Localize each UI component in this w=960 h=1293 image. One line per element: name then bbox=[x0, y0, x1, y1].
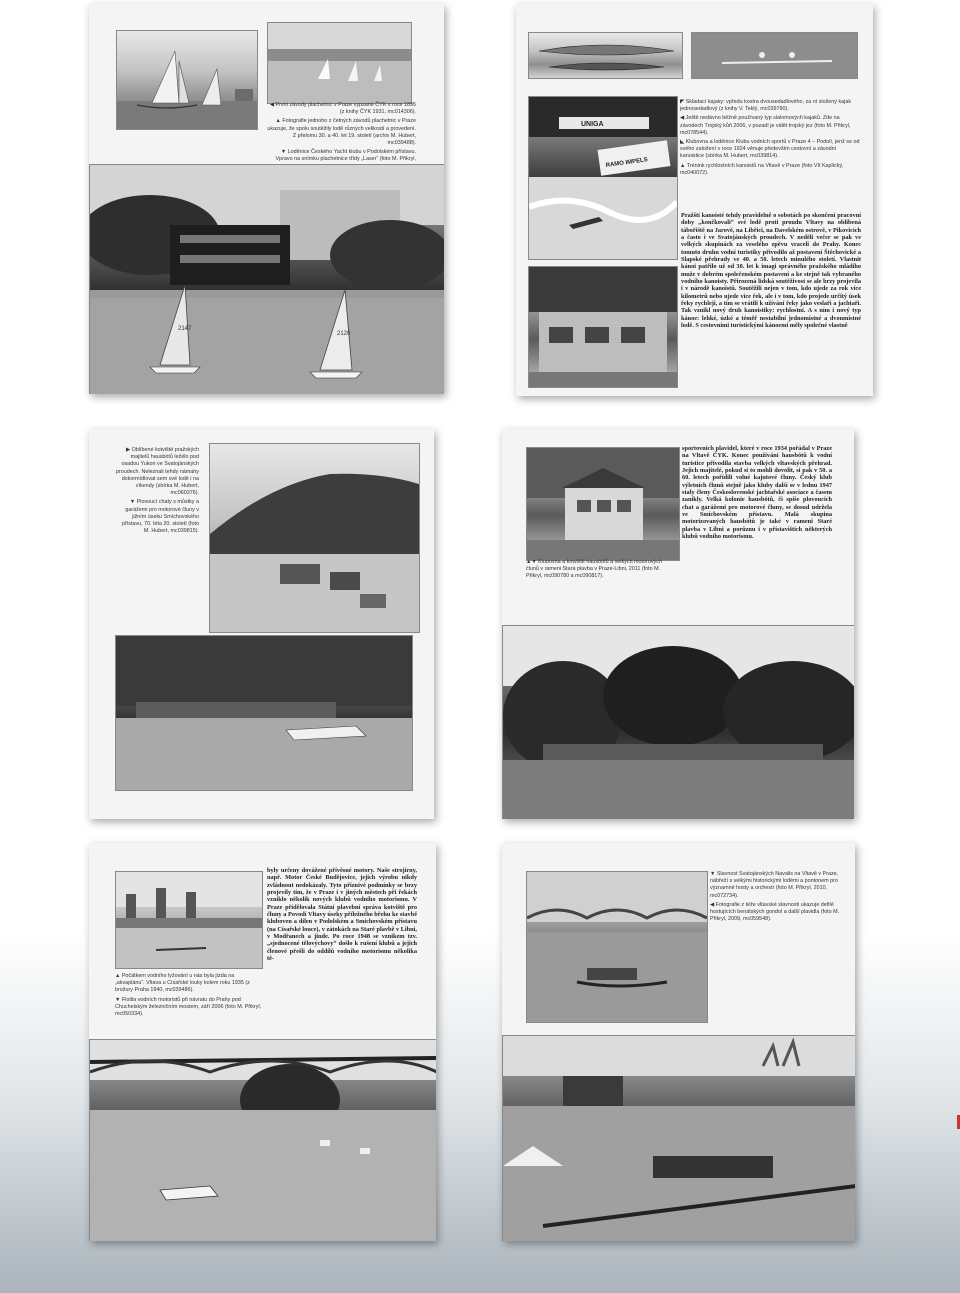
caption-aquaplane: ▲ Počátkem vodního lyžování u nás byla jízda na „akvaplánu“. Vltava u Císařské louky kolem roku 1935 (z brožury Praha 1940, mc039486). bbox=[115, 973, 250, 994]
photo-yukon-houseboats bbox=[209, 443, 420, 633]
photo-navalis-gondolas bbox=[526, 871, 708, 1023]
caption-navalis-waterfront: ▼ Slavnost Svatojánských Navalis na Vltavě v Praze, nábřeží s velkými historickými loděmi a pontonem pro významné hosty a orchestr (foto M. Přikryl, 2010, mc072734). bbox=[710, 871, 839, 899]
page-navalis bbox=[502, 843, 855, 1241]
photo-aquaplane bbox=[115, 871, 263, 969]
caption-navalis-gondolas: ◀ Fotografie z téže vltavské slavnosti ukazuje defilé hostujících benátských gondol a další plavidla (foto M. Přikryl, 2009, mc059548). bbox=[710, 901, 840, 923]
banner-ramo-impels: RAMO IMPELS bbox=[605, 157, 649, 169]
page-houseboats-historic bbox=[89, 429, 434, 819]
banner-uniga: UNIGA bbox=[581, 121, 604, 128]
photo-folding-kayaks bbox=[528, 32, 683, 79]
photo-smichov-floating-cottages bbox=[115, 635, 413, 791]
caption-yukon-mooring: ▶ Oblíbené kotviště pražských majitelů hausbótů ležélo pod osadou Yukon ve Svatojánských proudech. Neleznali tehdy námahy dokormídlovat sem své lodě i na víkendy (sbírka M. Hubert, mc060376). bbox=[115, 447, 199, 497]
caption-smichov-harbour: ▼ Plovoucí chaty s můstky a garážemi pro motorové čluny v jižním úseku Smíchovského přístavu, 70. léta 20. století (foto M. Hubert, mc039815). bbox=[121, 499, 199, 535]
caption-folding-kayaks: ◤ Skládací kajaky: vpředu kostra dvousedadlového, za ní složený kajak jednosedadlový (z knihy V. Teklý, mc039790). bbox=[680, 99, 852, 113]
caption-podoli-club: ◣ Klubovna a loděnice Klubu vodních sportů v Praze 4 – Podolí, jenž se od svého založení v roce 1924 věnuje především cestovní a závodní kanoistice (sbírka M. Hubert, mc039814). bbox=[680, 139, 860, 160]
body-text-canoeing: Pražští kanoisté tehdy pravidelně o sobotách po skončení pracovní doby „končkovali“ své lodě proti proudu Vltavy na oblíbená tábořiště na Jarově, na Libřici, na Davelském ostrově, v Pikovicích a často i ve Svatojánských proudech. V neděli večer se pak ve velkých skupinách za veselého zpěvu vraceli do Prahy. Konec tomuto druhu vodní turistiky přivodilo až postavení Štěchovické a Slapské přehrady ve 40. a 50. letech minulého století. Vlastnit kánoi patřilo už od 30. let k imagi správného pražského mládího muže v dobrém společenském postavení a ke stejně tak vybraného vodního kanoisty. Přirozená lidská soutěživost se ale brzy projevila i v národě kanoistů. Soutěžili nejen v tom, kdo ujede za rok více kilometrů nebo ujede více řek, ale i v tom, kdo projede určitý úsek řeky rychleji, a tím se vrátili k užívání řeky jako veslaři a jachtaři. Tak vznikl nový druh kanoistiky: rychlostní. A s ním i nový typ kánoe: lehké, úzké a téměř nestabilní jednomístné a dvoumístné lodě. S cestovními turistickými kánoemi měly společné vlastně bbox=[681, 212, 861, 330]
page-houseboats-libne bbox=[502, 429, 854, 819]
page-motor-boating bbox=[89, 843, 436, 1241]
caption-canoe-training: ▲ Trénink rychlostních kanoistů na Vltavě v Praze (foto Vít Kaplický, mc040072). bbox=[680, 162, 844, 176]
sail-number-2: 2120 bbox=[337, 331, 351, 337]
caption-regatta-photo: ▲ Fotografie jednoho z četných závodů plachetnic v Praze ukazuje, že spolu soutěžily lodě různých velikostí a provedení. Z přelomu 30. a 40. let 19. století (archiv M. Hubert, mc039488). bbox=[267, 118, 416, 147]
photo-yacht-club-boathouse bbox=[89, 164, 444, 394]
photo-speed-canoe-training bbox=[691, 32, 858, 79]
photo-libne-clubhouse bbox=[526, 447, 680, 561]
page-sailing bbox=[89, 4, 444, 394]
caption-block-houseboats bbox=[115, 447, 199, 537]
caption-block-canoeing bbox=[680, 99, 860, 179]
caption-yacht-club: ▼ Loděnice Českého Yacht klubu v Podolském přístavu. Vpravo na snímku plachetnice třídy „Laser“ (foto M. Přikryl, bbox=[275, 149, 416, 163]
caption-motor-flotilla: ▼ Flotila vodních motoristů při návratu do Prahy pod Chuchelským železničním mostem, září 2006 (foto M. Přikryl, mc050334). bbox=[115, 996, 262, 1018]
photo-historic-regatta bbox=[116, 30, 258, 130]
photo-slalom-race bbox=[528, 96, 678, 260]
photo-stara-plavba bbox=[502, 625, 854, 819]
photo-regatta-boats bbox=[267, 22, 412, 104]
caption-first-races: ◀ První závody plachetnic v Praze vypsané ČYK v roce 1895 (z knihy ČYK 1931, mc014306). bbox=[269, 102, 416, 116]
caption-block-motor bbox=[115, 973, 265, 1020]
caption-block-sailing bbox=[264, 102, 416, 173]
body-text-motor-boating: byly určeny dovážené přívěsné motory. Naše strojírny, např. Motor České Budějovice, jejich výrobu nikdy zvládnout nedokázaly. Tyto příznivé podmínky se brzy projevily tím, že v Praze i v jiných městech při řekách vzniklo několik nových klubů vodního motorismu. V Praze přidělovala Státní plavební správa kotviště pro čluny a Povodí Vltavy úseky příležného břehu ke stavbě kluboven a dílen v Podolském a Smíchovském přístavu (na Císařské louce), v zátokách na Staré plavbě v Libni, v Modřanech a jinde. Po roce 1948 se vznikem tzv. „sjednocené tělovýchovy“ došlo k rušení klubů a jejich členové přešli do oddílů vodního motorismu několika tě- bbox=[267, 867, 417, 963]
photo-chuchle-bridge bbox=[89, 1039, 436, 1241]
caption-libne-houseboats: ▲▼ Klubovna a kotviště hausbótů a velkých motorových člunů v rameni Stará plavba v Praze-Libni, 2011 (foto M. Přikryl, mc090780 a mc090817). bbox=[526, 559, 662, 580]
caption-slalom-kayaks: ◀ Ještě nedávno běžně používaný typ slalomových kajaků. Zde na závodech Trojský kůň 2006, v pozadí je vidět trojský jez (foto M. Přikryl, mc078544). bbox=[680, 115, 851, 136]
photo-canoe-clubhouse bbox=[528, 266, 678, 388]
sail-number-1: 2147 bbox=[178, 326, 192, 332]
body-text-houseboats: sportovních plavidel, které v roce 1934 pořádal v Praze na Vltavě ČYK. Konec používání hausbótů k vodní turistice přivodila stavba velkých vltavských přehrad. Jejich majitelé, pokud si to mohli dovolit, si pak v 50. a 60. letech pořídili volné kajutové čluny. Český klub výletních člunů stejně jako kluby další se v lednu 1947 staly členy Československé jachtařské asociace a časem zanikly. Velká kolonie hausbótů, či spíše plovoucích chat a garážemi pro motorové čluny, se dosud udržela ve Smíchovském přístavu. Malá skupina motorizovaných hausbótů je také v rameni Staré plavba v Libni a porůznu i v přístavištích některých klubů vodního motorismu. bbox=[682, 445, 832, 541]
caption-block-navalis bbox=[710, 871, 840, 925]
page-canoeing bbox=[516, 4, 873, 396]
photo-navalis-festival bbox=[502, 1035, 855, 1241]
